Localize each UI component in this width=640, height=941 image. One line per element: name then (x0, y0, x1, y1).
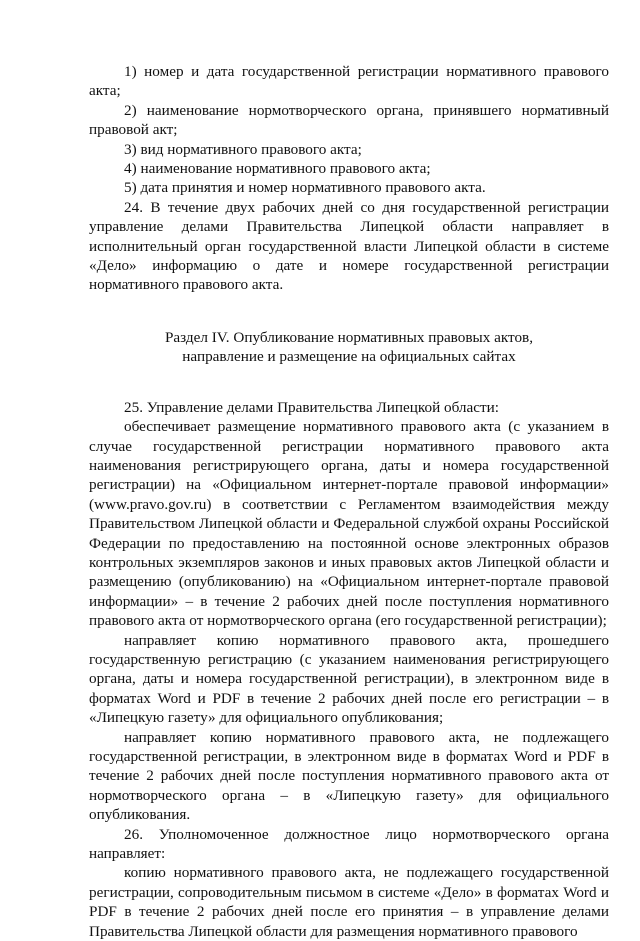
document-page (89, 62, 609, 941)
list-item-2: 2) наименование нормотворческого органа, принявшего нормативный правовой акт; (89, 101, 609, 139)
list-item-1: 1) номер и дата государственной регистрации нормативного правового акта; (89, 63, 609, 100)
paragraph-25-a: обеспечивает размещение нормативного правового акта (с указанием в случае государственной регистрации нормативного правового акта наименования регистрирующего органа, даты и номера государственной регистрации) на «Официальном интернет-портале правовой информации» (www.pravo.gov.ru) в соответствии с Регламентом взаимодействия между Правительством Липецкой области и Федеральной службой охраны Российской Федерации по предоставлению на постоянной основе электронных образов контрольных экземпляров законов и иных правовых актов Липецкой области и размещению (опубликованию) на «Официальном интернет-портале правовой информации» – в течение 2 рабочих дней после поступления нормативного правового акта от нормотворческого органа (его государственной регистрации); (89, 418, 609, 630)
list-item-5: 5) дата принятия и номер нормативного правового акта. (124, 179, 486, 197)
paragraph-25-c: направляет копию нормативного правового акта, не подлежащего государственной регистрации, в электронном виде в форматах Word и PDF в течение 2 рабочих дней после поступления нормативного правового акта от нормотворческого органа – в «Липецкую газету» для официального опубликования. (89, 728, 609, 824)
paragraph-26-a: копию нормативного правового акта, не подлежащего государственной регистрации, сопроводительным письмом в системе «Дело» в форматах Word и PDF в течение 2 рабочих дней после его принятия – в управление делами Правительства Липецкой области для размещения нормативного правового (89, 864, 609, 940)
paragraph-25-title: 25. Управление делами Правительства Липецкой области: (124, 398, 499, 416)
list-item-3: 3) вид нормативного правового акта; (124, 140, 362, 158)
section-heading-line-2: направление и размещение на официальных сайтах (182, 348, 516, 366)
section-heading (89, 328, 609, 367)
section-heading-line-1: Раздел IV. Опубликование нормативных правовых актов, (164, 328, 534, 346)
paragraph-26-title: 26. Уполномоченное должностное лицо нормотворческого органа направляет: (89, 825, 609, 863)
list-item-4: 4) наименование нормативного правового акта; (124, 160, 431, 178)
paragraph-24: 24. В течение двух рабочих дней со дня государственной регистрации управление делами Правительства Липецкой области направляет в исполнительный орган государственной власти Липецкой области в системе «Дело» информацию о дате и номере государственной регистрации нормативного правового акта. (89, 198, 609, 294)
paragraph-25-b: направляет копию нормативного правового акта, прошедшего государственную регистрацию (с указанием наименования регистрирующего органа, даты и номера государственной регистрации), в электронном виде в форматах Word и PDF в течение 2 рабочих дней после его регистрации – в «Липецкую газету» для официального опубликования; (89, 631, 609, 727)
